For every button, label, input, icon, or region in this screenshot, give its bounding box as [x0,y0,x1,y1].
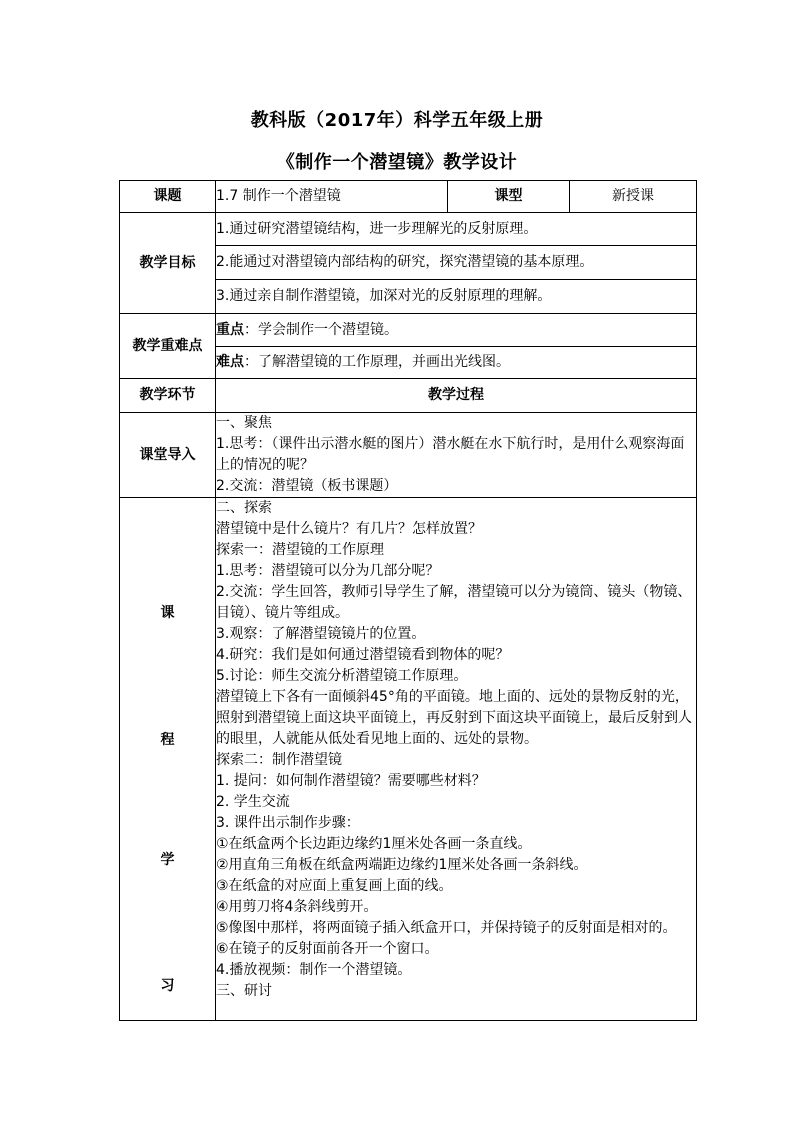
learning-label-char: 习 [160,978,175,994]
learning-line: 2.交流：学生回答，教师引导学生了解，潜望镜可以分为镜筒、镜头（物镜、目镜）、镜片等组成。 [216,584,692,621]
goal-row [120,213,697,246]
learning-line: ④用剪刀将4条斜线剪开。 [216,899,378,915]
learning-line: 1.思考：潜望镜可以分为几部分呢？ [216,563,440,579]
learning-line: 3.观察：了解潜望镜镜片的位置。 [216,626,426,642]
learning-label-char: 程 [160,732,175,748]
learning-line: 4.播放视频：制作一个潜望镜。 [216,962,412,978]
process-header: 教学过程 [216,379,697,413]
difficulty-cell [216,347,697,379]
key-points-label: 教学重难点 [120,314,216,379]
topic-label: 课题 [120,181,216,213]
section-header-row [120,379,697,413]
goal-item: 1.通过研究潜望镜结构，进一步理解光的反射原理。 [216,213,697,246]
learning-line: ⑤像图中那样，将两面镜子插入纸盒开口，并保持镜子的反射面是相对的。 [216,920,677,936]
learning-label-cell [120,498,216,1021]
learning-line: 4.研究：我们是如何通过潜望镜看到物体的呢？ [216,647,510,663]
learning-line: ⑥在镜子的反射面前各开一个窗口。 [216,941,439,957]
learning-row [120,498,697,1021]
document-subtitle: 《制作一个潜望镜》教学设计 [276,152,518,173]
focus-text: ：学会制作一个潜望镜。 [244,321,398,338]
lesson-type-label: 课型 [448,181,570,213]
learning-line: ①在纸盒两个长边距边缘约1厘米处各画一条直线。 [216,836,532,852]
key-point-row [120,314,697,347]
intro-line: 1.思考：（课件出示潜水艇的图片）潜水艇在水下航行时，是用什么观察海面上的情况的呢？ [216,436,685,473]
intro-line: 一、聚焦 [216,415,272,431]
learning-line: ②用直角三角板在纸盒两端距边缘约1厘米处各画一条斜线。 [216,857,588,873]
learning-label [120,498,215,1020]
lesson-plan-table [119,180,697,1021]
difficulty-label: 难点 [216,354,244,370]
learning-line: 潜望镜中是什么镜片？有几片？怎样放置？ [216,521,482,537]
intro-label: 课堂导入 [120,413,216,498]
learning-line: 潜望镜上下各有一面倾斜45°角的平面镜。地上面的、远处的景物反射的光，照射到潜望镜上面这块平面镜上，再反射到下面这块平面镜上，最后反射到人的眼里，人就能从低处看见地上面的、远处的景物。 [216,689,692,747]
intro-content [216,413,697,498]
focus-label: 重点 [216,321,244,338]
learning-content [216,498,697,1021]
learning-line: 二、探索 [216,500,272,516]
difficulty-text: ：了解潜望镜的工作原理，并画出光线图。 [244,354,510,370]
intro-row [120,413,697,498]
document-title: 教科版（2017年）科学五年级上册 [250,110,544,131]
focus-cell [216,314,697,347]
learning-line: 2. 学生交流 [216,794,290,810]
learning-line: 三、研讨 [216,983,272,999]
learning-label-char: 课 [160,605,175,621]
stage-header: 教学环节 [120,379,216,413]
goals-label: 教学目标 [120,213,216,314]
learning-label-char: 学 [160,852,175,868]
goal-item: 2.能通过对潜望镜内部结构的研究，探究潜望镜的基本原理。 [216,246,697,280]
lesson-type-value: 新授课 [570,181,697,213]
topic-value: 1.7 制作一个潜望镜 [216,181,448,213]
learning-line: 1. 提问：如何制作潜望镜？需要哪些材料？ [216,773,486,789]
goal-item: 3.通过亲自制作潜望镜，加深对光的反射原理的理解。 [216,280,697,314]
learning-line: 5.讨论：师生交流分析潜望镜工作原理。 [216,668,468,684]
learning-line: 探索二：制作潜望镜 [216,752,342,768]
learning-line: 3. 课件出示制作步骤： [216,815,360,831]
learning-line: 探索一：潜望镜的工作原理 [216,542,384,558]
topic-row [120,181,697,213]
intro-line: 2.交流：潜望镜（板书课题） [216,478,398,494]
learning-line: ③在纸盒的对应面上重复画上面的线。 [216,878,453,894]
